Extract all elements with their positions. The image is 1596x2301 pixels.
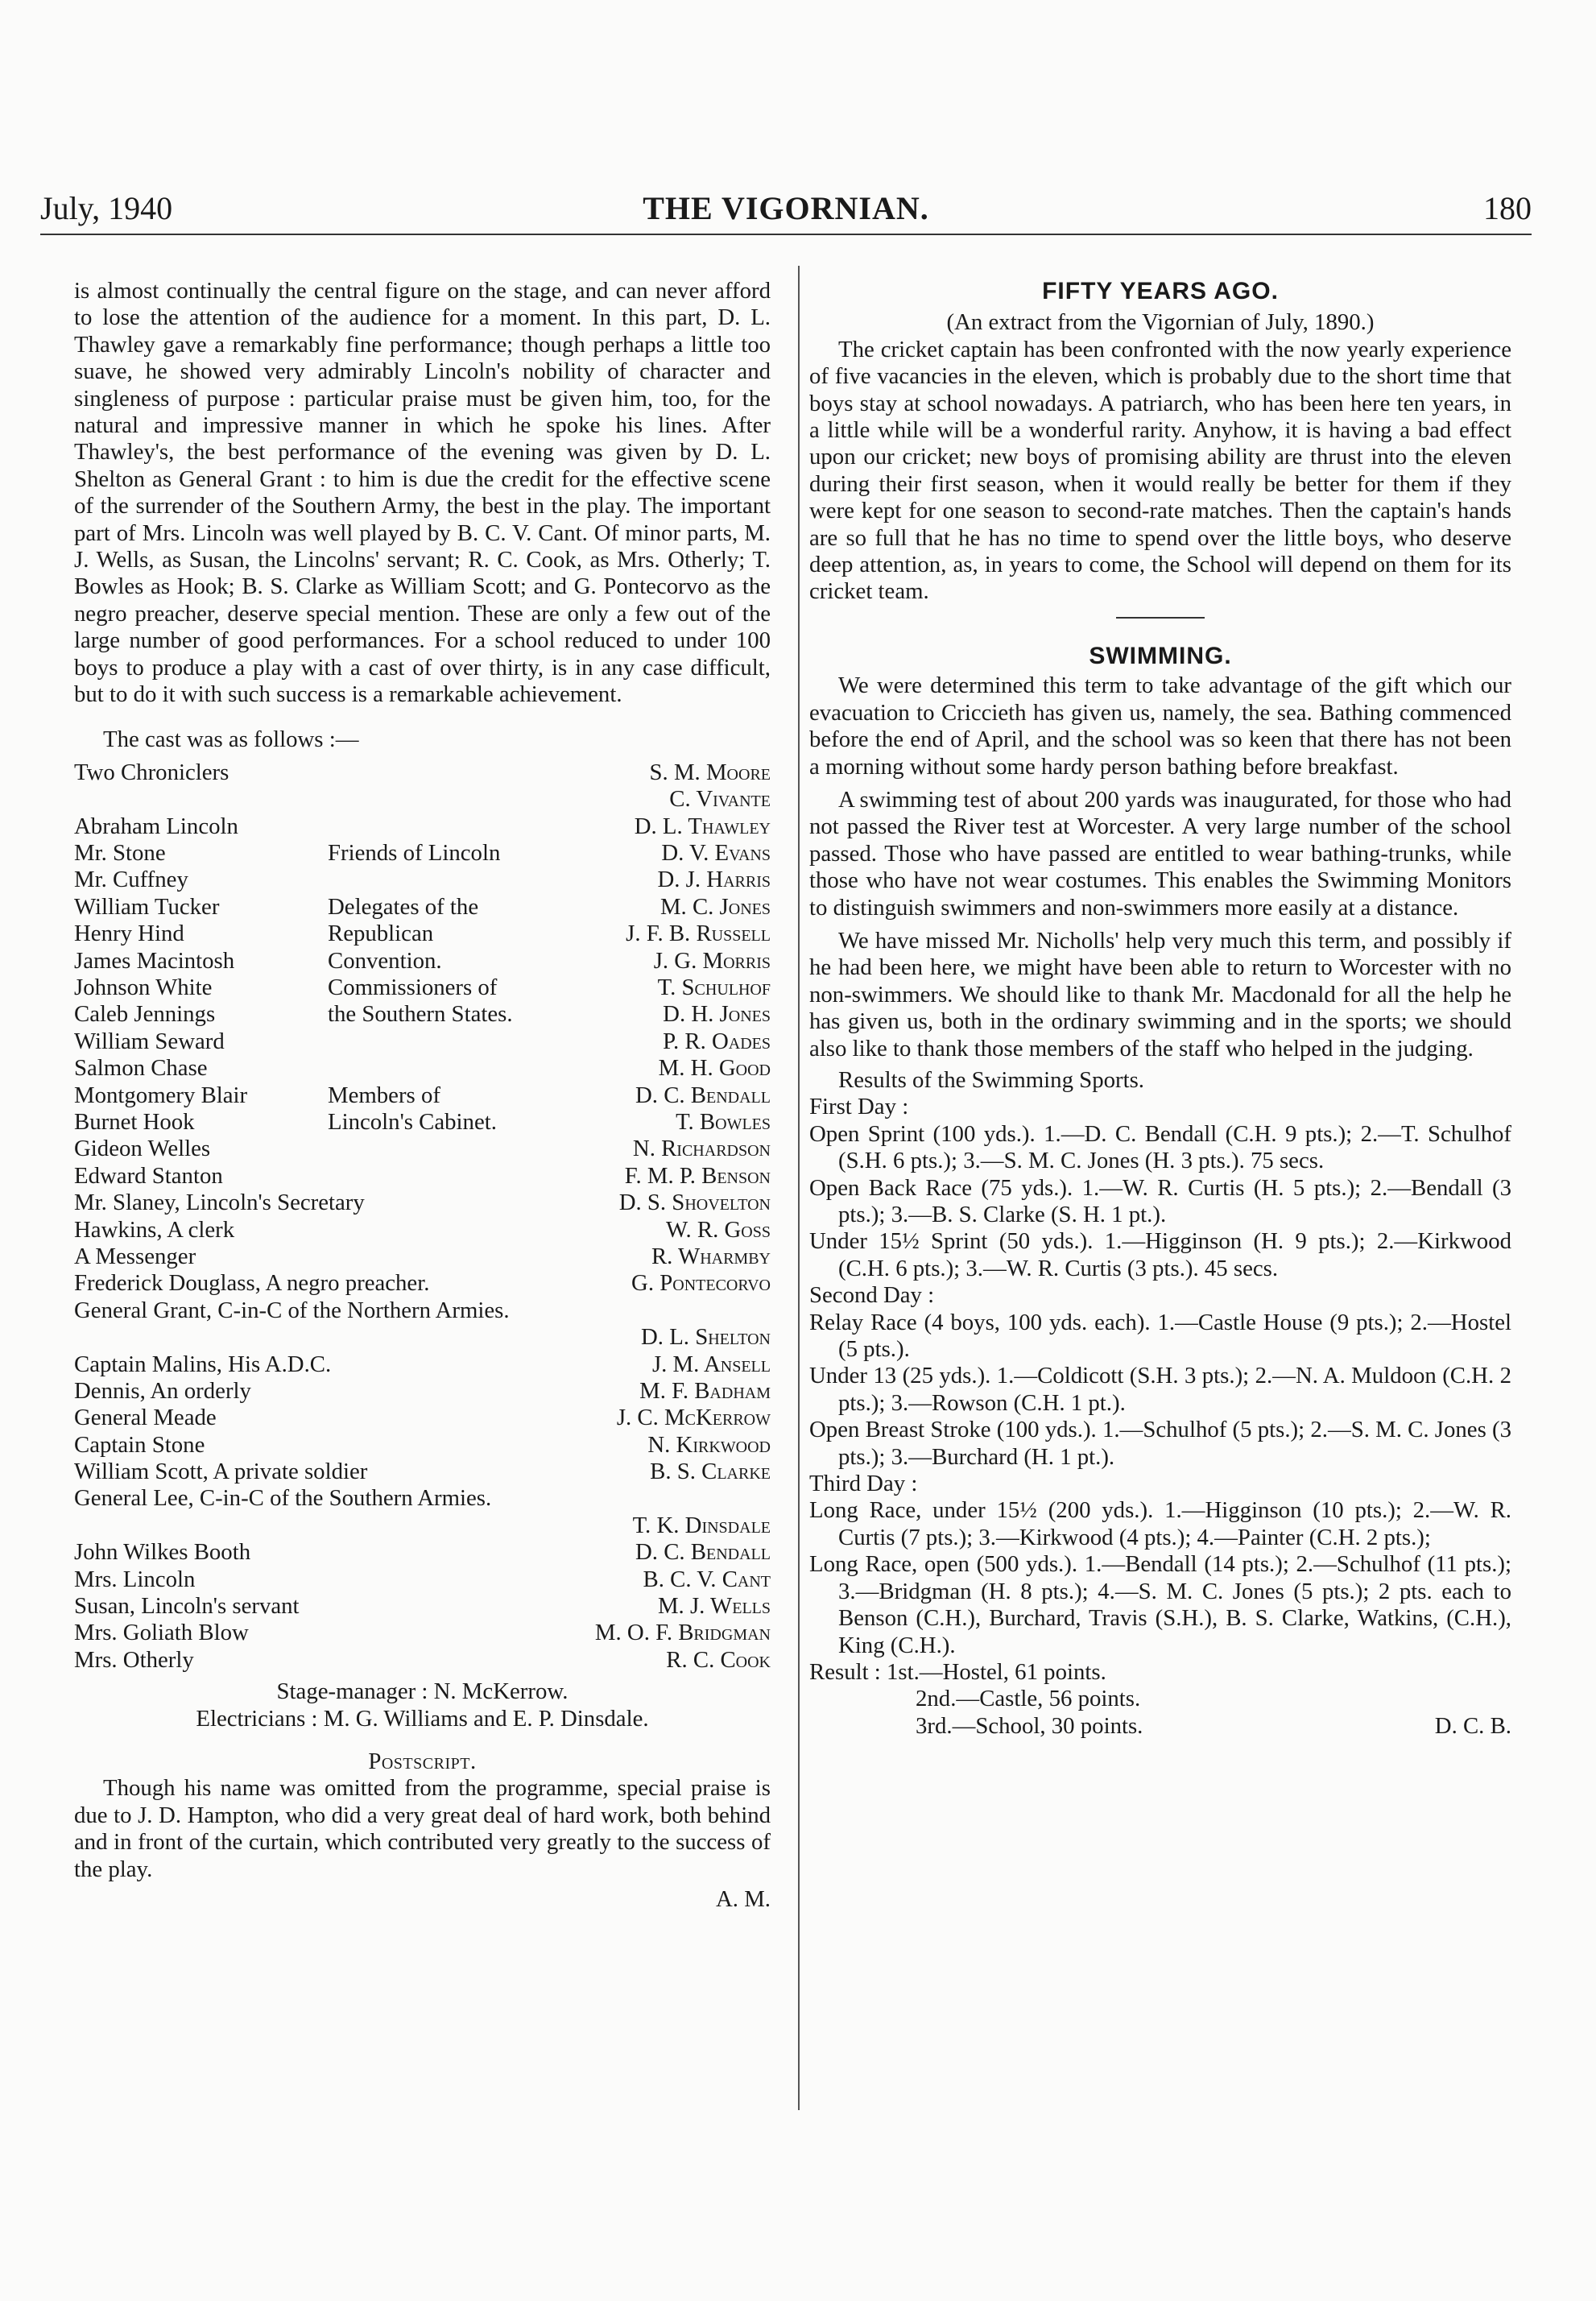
cast-row <box>74 1351 771 1378</box>
cast-actor: R. C. Cook <box>666 1646 771 1673</box>
cast-row <box>74 786 771 813</box>
cast-actor: J. C. McKerrow <box>616 1405 771 1431</box>
cast-row <box>74 1270 771 1297</box>
cast-group: Lincoln's Cabinet. <box>328 1108 497 1135</box>
cast-row <box>74 813 771 840</box>
cast-actor: T. Schulhof <box>657 975 771 1001</box>
cast-role: Abraham Lincoln <box>74 813 238 839</box>
cast-row <box>74 1190 771 1216</box>
cast-row <box>74 1028 771 1055</box>
cast-actor: J. G. Morris <box>653 947 771 974</box>
review-paragraph: is almost continually the central figure on the stage, and can never afford to lose the attention of the audience for a moment. In this part, D. L. Thawley gave a remarkably fine performance; though perhaps a little too suave, he showed very admirably Lincoln's nobility of character and singleness of purpose : particular praise must be given him, too, for the natural and impressive manner in which he spoke his lines. After Thawley's, the best performance of the evening was given by D. L. Shelton as General Grant : to him is due the credit for the effective scene of the surrender of the Southern Army, the best in the play. The important part of Mrs. Lincoln was well played by B. C. V. Cant. Of minor parts, M. J. Wells, as Susan, the Lincolns' servant; R. C. Cook, as Mrs. Otherly; T. Bowles as Hook; B. S. Clarke as William Scott; and G. Pontecorvo as the negro preacher, deserve special mention. These are only a few out of the large number of good performances. For a school reduced to under 100 boys to produce a play with a cast of over thirty, is in any case difficult, but to do it with such success is a remarkable achievement. <box>74 278 771 708</box>
left-column <box>74 278 771 1913</box>
cast-role: General Meade <box>74 1405 217 1431</box>
cast-actor: B. S. Clarke <box>650 1459 771 1485</box>
result-second: 2nd.—Castle, 56 points. <box>916 1686 1141 1712</box>
publication-title: THE VIGORNIAN. <box>643 190 929 226</box>
cast-role: Mr. Stone <box>74 840 166 867</box>
cast-row <box>74 1593 771 1620</box>
cast-row <box>74 1163 771 1190</box>
cast-role: Two Chroniclers <box>74 759 229 785</box>
cast-role: Hawkins, A clerk <box>74 1216 235 1243</box>
review-signature: A. M. <box>716 1886 771 1913</box>
swimming-heading: SWIMMING. <box>1089 642 1232 669</box>
cast-role: Susan, Lincoln's servant <box>74 1593 300 1620</box>
result-third: 3rd.—School, 30 points. <box>916 1712 1143 1739</box>
page-header <box>40 184 1532 235</box>
result-entry: Relay Race (4 boys, 100 yds. each). 1.—Castle House (9 pts.); 2.—Hostel (5 pts.). <box>809 1309 1511 1363</box>
cast-row <box>74 921 771 947</box>
cast-actor: J. M. Ansell <box>651 1351 771 1377</box>
cast-actor: G. Pontecorvo <box>631 1270 771 1297</box>
cast-actor: F. M. P. Benson <box>624 1162 771 1189</box>
cast-row <box>74 1647 771 1674</box>
swimming-signature: D. C. B. <box>1434 1712 1511 1739</box>
cast-role: General Grant, C-in-C of the Northern Armies. <box>74 1297 510 1323</box>
postscript-text: Though his name was omitted from the programme, special praise is due to J. D. Hampton, who did a very great deal of hard work, both behind and in front of the curtain, which contributed very greatly to the success of the play. <box>74 1775 771 1882</box>
cast-actor: D. L. Thawley <box>634 813 771 839</box>
result-entry: Open Breast Stroke (100 yds.). 1.—Schulhof (5 pts.); 2.—S. M. C. Jones (3 pts.); 3.—Burchard (H. 1 pt.). <box>809 1417 1511 1470</box>
fifty-years-subtitle: (An extract from the Vigornian of July, 1890.) <box>946 309 1375 336</box>
header-date: July, 1940 <box>40 190 173 226</box>
cast-role: Captain Stone <box>74 1431 205 1458</box>
cast-actor: S. M. Moore <box>649 759 771 785</box>
cast-role: Caleb Jennings <box>74 1001 216 1028</box>
column-divider <box>798 266 800 2110</box>
results-list <box>809 1094 1511 1659</box>
swimming-paragraph-2: A swimming test of about 200 yards was inaugurated, for those who had not passed the River test at Worcester. A very large number of the school passed. Those who have passed are entitled to wear bathing-trunks, while those who have not wear costumes. This enables the Swimming Monitors to distinguish swimmers and non-swimmers more easily at a distance. <box>809 786 1511 921</box>
electricians: Electricians : M. G. Williams and E. P. Dinsdale. <box>196 1705 649 1732</box>
cast-group: Members of <box>328 1082 440 1108</box>
cast-actor: W. R. Goss <box>665 1216 771 1243</box>
result-entry: Third Day : <box>809 1471 918 1497</box>
cast-row <box>74 1566 771 1593</box>
cast-row <box>74 1001 771 1028</box>
cast-actor: T. K. Dinsdale <box>632 1512 771 1538</box>
cast-row <box>74 867 771 893</box>
cast-role: John Wilkes Booth <box>74 1539 251 1566</box>
cast-role: Mrs. Otherly <box>74 1646 194 1673</box>
right-column <box>809 278 1511 1740</box>
fifty-years-heading: FIFTY YEARS AGO. <box>1042 278 1279 304</box>
result-first: Result : 1st.—Hostel, 61 points. <box>809 1658 1106 1685</box>
cast-row <box>74 1513 771 1539</box>
cast-actor: B. C. V. Cant <box>643 1566 771 1592</box>
cast-actor: R. Wharmby <box>651 1243 771 1269</box>
cast-role: General Lee, C-in-C of the Southern Armies. <box>74 1485 492 1512</box>
result-entry: Long Race, open (500 yds.). 1.—Bendall (14 pts.); 2.—Schulhof (11 pts.); 3.—Bridgman (H. 8 pts.); 4.—S. M. C. Jones (5 pts.); 2 pts. each to Benson (C.H.), Burchard, Travis (S.H.), B. S. Clarke, Watkins, (C.H.), King (C.H.). <box>809 1551 1511 1658</box>
cast-row <box>74 1136 771 1162</box>
cast-row <box>74 1109 771 1136</box>
cast-role: Mr. Slaney, Lincoln's Secretary <box>74 1190 365 1216</box>
cast-row <box>74 1432 771 1459</box>
cast-row <box>74 1405 771 1431</box>
cast-role: William Seward <box>74 1028 225 1054</box>
result-entry: Long Race, under 15½ (200 yds.). 1.—Higginson (10 pts.); 2.—W. R. Curtis (7 pts.); 3.—Kirkwood (4 pts.); 4.—Painter (C.H. 2 pts.); <box>809 1497 1511 1550</box>
cast-row <box>74 894 771 921</box>
cast-actor: D. S. Shovelton <box>618 1190 771 1216</box>
results-title: Results of the Swimming Sports. <box>838 1066 1144 1093</box>
cast-row <box>74 1459 771 1485</box>
cast-row <box>74 759 771 786</box>
cast-row <box>74 1485 771 1512</box>
cast-role: Burnet Hook <box>74 1108 195 1135</box>
cast-group: Friends of Lincoln <box>328 840 501 867</box>
cast-role: A Messenger <box>74 1243 196 1269</box>
cast-group: Convention. <box>328 947 442 974</box>
result-entry: First Day : <box>809 1094 909 1120</box>
cast-actor: N. Richardson <box>632 1136 771 1162</box>
cast-actor: C. Vivante <box>669 786 771 813</box>
cast-actor: N. Kirkwood <box>647 1431 771 1458</box>
cast-group: Delegates of the <box>328 893 479 920</box>
cast-role: Henry Hind <box>74 921 184 947</box>
cast-role: Salmon Chase <box>74 1055 208 1082</box>
cast-actor: J. F. B. Russell <box>626 921 771 947</box>
result-entry: Open Back Race (75 yds.). 1.—W. R. Curtis (H. 5 pts.); 2.—Bendall (3 pts.); 3.—B. S. Clarke (S. H. 1 pt.). <box>809 1174 1511 1227</box>
fifty-years-text: The cricket captain has been confronted with the now yearly experience of five vacancies in the eleven, which is probably due to the short time that boys stay at school nowadays. A patriarch, who has been here ten years, in a little while will be a wonderful rarity. Anyhow, it is having a bad effect upon our cricket; new boys of promising ability are thrust into the eleven during their first season, when it would really be better for them if they were kept for one season to second-rate matches. Then the captain's hands are so full that he has no time to spend over the little boys, who deserve deep attention, as, in years to come, the School will depend on them for its cricket team. <box>809 336 1511 605</box>
cast-row <box>74 840 771 867</box>
cast-role: James Macintosh <box>74 947 235 974</box>
cast-row <box>74 1324 771 1351</box>
result-entry: Under 13 (25 yds.). 1.—Coldicott (S.H. 3 pts.); 2.—N. A. Muldoon (C.H. 2 pts.); 3.—Rowson (C.H. 1 pt.). <box>809 1363 1511 1416</box>
result-entry: Second Day : <box>809 1282 935 1309</box>
result-entry: Under 15½ Sprint (50 yds.). 1.—Higginson (H. 9 pts.); 2.—Kirkwood (C.H. 6 pts.); 3.—W. R. Curtis (3 pts.). 45 secs. <box>809 1228 1511 1281</box>
cast-role: Frederick Douglass, A negro preacher. <box>74 1270 430 1297</box>
cast-role: Mrs. Lincoln <box>74 1566 196 1592</box>
postscript-title: Postscript. <box>368 1749 477 1774</box>
cast-row <box>74 948 771 975</box>
cast-actor: D. J. Harris <box>657 867 771 893</box>
swimming-paragraph-3: We have missed Mr. Nicholls' help very much this term, and possibly if he had been here, we might have been able to return to Worcester with no non-swimmers. We should like to thank Mr. Macdonald for all the help he has given us, both in the ordinary swimming and in the sports; we should also like to thank those members of the staff who helped in the judging. <box>809 927 1511 1062</box>
result-entry: Open Sprint (100 yds.). 1.—D. C. Bendall (C.H. 9 pts.); 2.—T. Schulhof (S.H. 6 pts.); 3.—S. M. C. Jones (H. 3 pts.). 75 secs. <box>809 1120 1511 1174</box>
cast-actor: M. J. Wells <box>657 1593 771 1620</box>
cast-row <box>74 1620 771 1646</box>
cast-role: Montgomery Blair <box>74 1082 248 1108</box>
cast-actor: M. C. Jones <box>659 893 771 920</box>
cast-role: Mr. Cuffney <box>74 867 188 893</box>
cast-actor: T. Bowles <box>676 1108 771 1135</box>
cast-group: Republican <box>328 921 434 947</box>
cast-row <box>74 1244 771 1270</box>
cast-actor: M. O. F. Bridgman <box>594 1620 771 1646</box>
cast-row <box>74 1297 771 1324</box>
cast-actor: D. C. Bendall <box>635 1082 771 1108</box>
cast-group: the Southern States. <box>328 1001 513 1028</box>
cast-group: Commissioners of <box>328 975 498 1001</box>
cast-actor: D. L. Shelton <box>641 1324 771 1351</box>
section-rule <box>1116 617 1205 619</box>
page-number: 180 <box>1483 190 1532 226</box>
cast-row <box>74 1055 771 1082</box>
cast-intro: The cast was as follows :— <box>103 726 359 752</box>
cast-role: Captain Malins, His A.D.C. <box>74 1351 332 1377</box>
cast-row <box>74 1539 771 1566</box>
cast-actor: D. C. Bendall <box>635 1539 771 1566</box>
cast-list <box>74 759 771 1674</box>
cast-role: Mrs. Goliath Blow <box>74 1620 249 1646</box>
cast-role: Johnson White <box>74 975 213 1001</box>
cast-role: Dennis, An orderly <box>74 1377 251 1404</box>
cast-role: Gideon Welles <box>74 1136 211 1162</box>
cast-role: William Scott, A private soldier <box>74 1459 368 1485</box>
cast-actor: M. F. Badham <box>639 1377 771 1404</box>
cast-role: William Tucker <box>74 893 220 920</box>
cast-actor: D. H. Jones <box>663 1001 771 1028</box>
swimming-paragraph-1: We were determined this term to take advantage of the gift which our evacuation to Criccieth has given us, namely, the sea. Bathing commenced before the end of April, and the school was so keen that there has not been a morning without some hardy person bathing before breakfast. <box>809 673 1511 780</box>
stage-manager: Stage-manager : N. McKerrow. <box>276 1678 569 1705</box>
cast-row <box>74 1378 771 1405</box>
cast-actor: M. H. Good <box>658 1055 771 1082</box>
cast-row <box>74 1082 771 1109</box>
cast-actor: D. V. Evans <box>661 840 771 867</box>
cast-actor: P. R. Oades <box>663 1028 771 1054</box>
cast-role: Edward Stanton <box>74 1162 223 1189</box>
cast-row <box>74 1217 771 1244</box>
result-third-row <box>809 1713 1511 1740</box>
cast-row <box>74 975 771 1001</box>
